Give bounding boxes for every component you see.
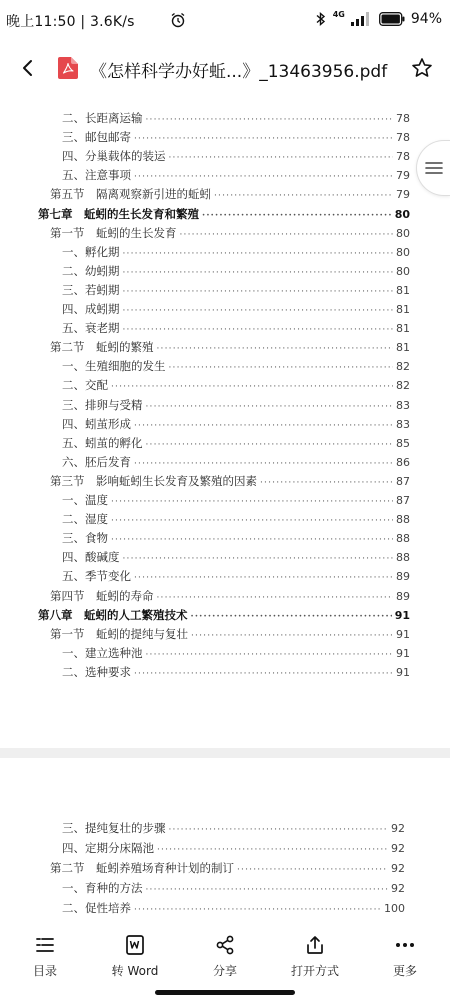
toc-entry-row[interactable] (50, 860, 405, 876)
toc-leader-dots (111, 382, 393, 392)
toc-leader-dots (169, 153, 394, 163)
toc-button[interactable] (0, 928, 90, 988)
network-type: 4G (332, 9, 345, 19)
toc-entry-row[interactable] (50, 626, 410, 642)
toc-entry-label: 第二节 蚯蚓养殖场育种计划的制订 (50, 861, 234, 875)
toc-page-number: 92 (391, 862, 405, 875)
toc-entry-row[interactable] (62, 435, 410, 451)
toc-entry-row[interactable] (62, 377, 410, 393)
toc-entry-row[interactable] (62, 900, 405, 916)
toc-page-number: 79 (396, 188, 410, 202)
toc-page-number: 80 (396, 264, 410, 278)
toc-entry-row[interactable] (50, 473, 410, 489)
toc-page-number: 87 (396, 474, 410, 488)
toc-leader-dots (134, 573, 393, 583)
toc-leader-dots (111, 497, 393, 507)
toc-page-number: 83 (396, 417, 410, 431)
toc-entry-label: 二、交配 (62, 378, 108, 393)
toc-entry-row[interactable] (62, 530, 410, 546)
toc-leader-dots (169, 825, 389, 835)
toc-page-number: 92 (391, 842, 405, 855)
toc-chapter-row[interactable] (38, 206, 410, 222)
list-icon (34, 934, 56, 956)
toc-leader-dots (146, 440, 394, 450)
toc-leader-dots (134, 421, 393, 431)
document-title: 《怎样科学办好蚯...》_13463956.pdf (90, 62, 388, 82)
toc-entry-row[interactable] (62, 282, 410, 298)
toc-leader-dots (123, 287, 394, 297)
toc-page-number: 88 (396, 513, 410, 527)
bottom-toolbar (0, 928, 450, 988)
toc-entry-row[interactable] (62, 301, 410, 317)
pdf-file-icon (58, 57, 78, 79)
toc-entry-label: 四、定期分床隔池 (62, 841, 154, 855)
toc-entry-row[interactable] (62, 492, 410, 508)
toc-entry-row[interactable] (62, 840, 405, 856)
toc-entry-row[interactable] (62, 148, 410, 164)
toc-leader-dots (146, 885, 389, 895)
toc-leader-dots (191, 612, 392, 622)
toc-leader-dots (134, 134, 393, 144)
toc-entry-label: 三、排卵与受精 (62, 397, 143, 412)
toc-page-number: 81 (396, 303, 410, 316)
toc-page-number: 89 (396, 570, 410, 584)
toc-entry-label: 一、建立选种池 (62, 645, 143, 660)
to-word-button[interactable] (90, 928, 180, 988)
open-with-label: 打开方式 (290, 964, 339, 978)
toc-entry-label: 第三节 影响蚯蚓生长发育及繁殖的因素 (50, 473, 257, 488)
toc-leader-dots (123, 249, 394, 259)
word-doc-icon (124, 934, 146, 956)
toc-page-number: 91 (396, 627, 410, 641)
toc-entry-label: 六、胚后发育 (62, 454, 131, 469)
toc-entry-row[interactable] (62, 549, 410, 565)
status-bar (0, 0, 450, 40)
toc-page-number: 88 (396, 532, 410, 546)
toc-entry-row[interactable] (62, 167, 410, 183)
toc-entry-row[interactable] (50, 225, 410, 241)
toc-leader-dots (214, 191, 393, 201)
toc-chapter-row[interactable] (38, 607, 410, 623)
toc-entry-label: 第四节 蚯蚓的寿命 (50, 588, 154, 603)
toc-entry-label: 二、选种要求 (62, 664, 131, 679)
toc-leader-dots (237, 865, 388, 875)
toc-entry-label: 第二节 蚯蚓的繁殖 (50, 340, 154, 355)
toc-entry-label: 三、若蚓期 (62, 282, 120, 297)
toc-entry-label: 三、提纯复壮的步骤 (62, 821, 166, 835)
toc-leader-dots (123, 268, 394, 278)
toc-entry-label: 三、邮包邮寄 (62, 130, 131, 145)
toc-entry-label: 第五节 隔离观察新引进的蚯蚓 (50, 187, 211, 202)
toc-page-number: 92 (391, 882, 405, 895)
toc-leader-dots (260, 478, 393, 488)
toc-entry-row[interactable] (50, 339, 410, 355)
toc-entry-row[interactable] (62, 664, 410, 680)
toc-entry-label: 五、注意事项 (62, 168, 131, 183)
toc-page-number: 80 (396, 245, 410, 259)
toc-leader-dots (146, 402, 394, 412)
toc-entry-row[interactable] (62, 358, 410, 374)
toc-entry-row[interactable] (62, 129, 410, 145)
toc-entry-label: 五、蚓茧的孵化 (62, 435, 143, 450)
chevron-left-icon (19, 59, 37, 77)
back-button[interactable] (14, 54, 42, 82)
toc-leader-dots (157, 344, 394, 354)
toc-leader-dots (134, 172, 393, 182)
toc-page-number: 91 (396, 646, 410, 660)
toc-entry-row[interactable] (62, 880, 405, 896)
battery-level: 94% (410, 11, 442, 27)
toc-page-number: 80 (396, 226, 410, 240)
toc-entry-label: 二、长距离运输 (62, 111, 143, 125)
toc-entry-row[interactable] (62, 416, 410, 432)
menu-icon (425, 161, 443, 175)
toc-entry-label: 四、分巢载体的装运 (62, 149, 166, 164)
share-button[interactable] (180, 928, 270, 988)
alarm-icon (170, 12, 186, 28)
toc-leader-dots (157, 845, 388, 855)
share-icon (214, 934, 236, 956)
toc-entry-label: 五、季节变化 (62, 569, 131, 584)
toc-page-number: 88 (396, 551, 410, 565)
toc-entry-label: 第一节 蚯蚓的生长发育 (50, 225, 177, 240)
battery-icon (379, 12, 405, 26)
favorite-button[interactable] (408, 54, 436, 82)
toc-page-number: 83 (396, 398, 410, 412)
more-dots-icon (394, 934, 416, 956)
toc-page-number: 82 (396, 360, 410, 374)
toc-leader-dots (134, 459, 393, 469)
toc-entry-label: 一、育种的方法 (62, 881, 143, 895)
toc-entry-label: 第一节 蚯蚓的提纯与复壮 (50, 626, 188, 641)
toc-entry-row[interactable] (62, 568, 410, 584)
more-label: 更多 (392, 964, 417, 978)
toc-entry-row[interactable] (62, 645, 410, 661)
toc-page-number: 91 (396, 665, 410, 679)
toc-entry-label: 二、幼蚓期 (62, 263, 120, 278)
toc-entry-row[interactable] (62, 263, 410, 279)
toc-page-number: 92 (391, 822, 405, 835)
toc-leader-dots (134, 905, 381, 915)
toc-entry-row[interactable] (50, 588, 410, 604)
home-indicator[interactable] (155, 990, 295, 995)
toc-entry-label: 四、蚓茧形成 (62, 416, 131, 431)
toc-leader-dots (123, 554, 394, 564)
page-separator (0, 748, 450, 758)
toc-leader-dots (202, 211, 392, 221)
toc-entry-label: 五、衰老期 (62, 321, 120, 336)
toc-page-number: 89 (396, 589, 410, 603)
more-button[interactable] (360, 928, 450, 988)
toc-entry-label: 二、湿度 (62, 512, 108, 527)
to-word-label: 转 Word (111, 964, 159, 978)
open-with-button[interactable] (270, 928, 360, 988)
toc-leader-dots (180, 230, 394, 240)
toc-page-number: 79 (396, 169, 410, 183)
status-icons (315, 11, 442, 27)
pdf-page-1[interactable] (0, 100, 450, 748)
toc-entry-label: 第七章 蚯蚓的生长发育和繁殖 (38, 206, 199, 221)
toc-entry-label: 第八章 蚯蚓的人工繁殖技术 (38, 607, 188, 622)
toc-entry-row[interactable] (62, 320, 410, 336)
toc-entry-row[interactable] (62, 820, 405, 836)
toc-entry-label: 一、温度 (62, 493, 108, 507)
toc-leader-dots (169, 363, 394, 373)
toc-leader-dots (146, 115, 394, 125)
toc-entry-row[interactable] (50, 186, 410, 202)
toc-entry-row[interactable] (62, 454, 410, 470)
toc-page-number: 78 (396, 150, 410, 164)
toc-leader-dots (134, 669, 393, 679)
toc-entry-label: 四、成蚓期 (62, 302, 120, 316)
toc-page-number: 81 (396, 283, 410, 297)
pdf-page-2[interactable] (0, 758, 450, 928)
app-bar (0, 48, 450, 88)
toc-entry-label: 四、酸碱度 (62, 550, 120, 565)
upload-icon (304, 934, 326, 956)
toc-leader-dots (111, 535, 393, 545)
toc-leader-dots (191, 631, 393, 641)
toc-page-number: 81 (396, 341, 410, 355)
toc-page-number: 85 (396, 436, 410, 450)
signal-icon (351, 12, 373, 26)
toc-leader-dots (146, 650, 394, 660)
status-time: 晚上11:50 | 3.6K/s (6, 14, 135, 30)
toc-leader-dots (157, 593, 394, 603)
toc-page-number: 82 (396, 379, 410, 393)
toc-entry-label: 一、孵化期 (62, 244, 120, 259)
toc-leader-dots (111, 516, 393, 526)
toc-page-number: 91 (394, 608, 410, 622)
toc-entry-label: 一、生殖细胞的发生 (62, 359, 166, 374)
toc-entry-label: 三、食物 (62, 531, 108, 546)
toc-label: 目录 (32, 964, 57, 978)
toc-entry-row[interactable] (62, 110, 410, 126)
toc-page-number: 87 (396, 494, 410, 507)
toc-page-number: 78 (396, 112, 410, 125)
toc-entry-row[interactable] (62, 244, 410, 260)
toc-entry-row[interactable] (62, 397, 410, 413)
toc-page-number: 78 (396, 131, 410, 145)
toc-page-number: 81 (396, 322, 410, 336)
star-icon (411, 57, 433, 79)
toc-leader-dots (123, 325, 394, 335)
toc-page-number: 80 (394, 207, 410, 221)
toc-page-number: 86 (396, 455, 410, 469)
share-label: 分享 (212, 964, 237, 978)
toc-entry-label: 二、促性培养 (62, 901, 131, 915)
toc-page-number: 100 (384, 902, 405, 915)
toc-leader-dots (123, 306, 394, 316)
toc-entry-row[interactable] (62, 511, 410, 527)
bluetooth-icon (315, 11, 327, 27)
